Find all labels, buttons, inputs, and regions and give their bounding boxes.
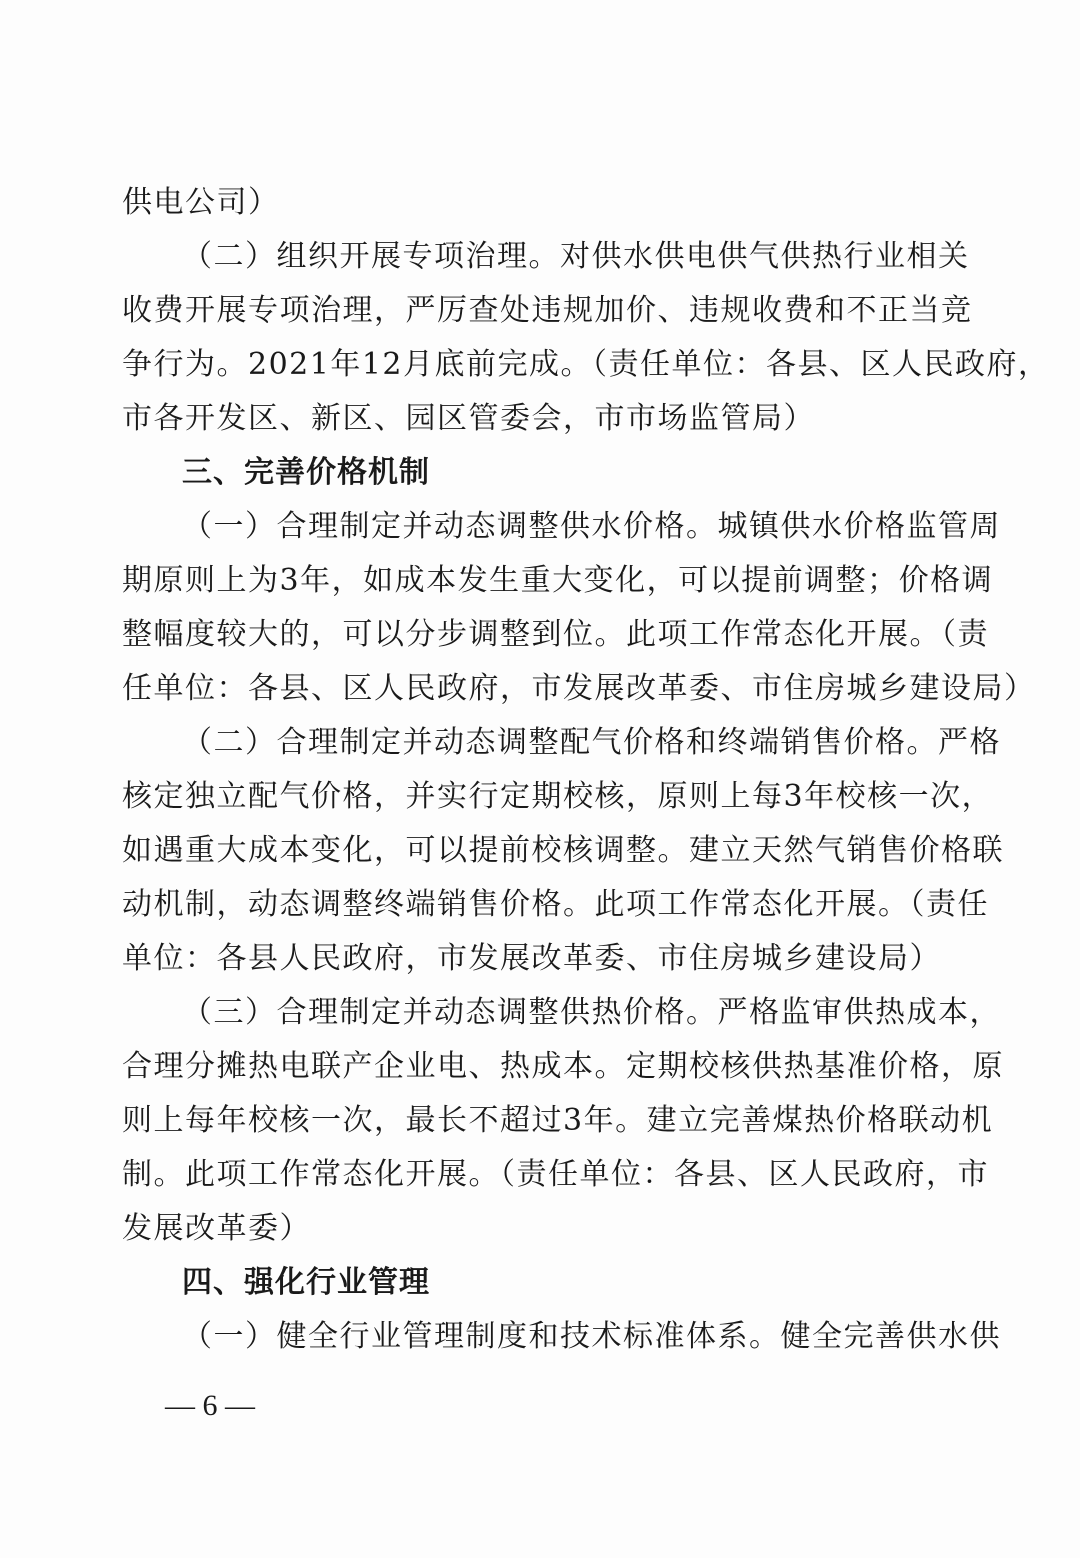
text-line: 任单位：各县、区人民政府，市发展改革委、市住房城乡建设局） bbox=[122, 671, 1036, 706]
text-line: 如遇重大成本变化，可以提前校核调整。建立天然气销售价格联 bbox=[122, 833, 1004, 868]
text-line: 合理分摊热电联产企业电、热成本。定期校核供热基准价格，原 bbox=[122, 1049, 1004, 1084]
section-heading: 四、强化行业管理 bbox=[182, 1265, 430, 1300]
text-line: 核定独立配气价格，并实行定期校核，原则上每3年校核一次， bbox=[122, 779, 994, 814]
text-line: （二）组织开展专项治理。对供水供电供气供热行业相关 bbox=[182, 239, 970, 274]
text-line: （一）健全行业管理制度和技术标准体系。健全完善供水供 bbox=[182, 1319, 1001, 1354]
text-line: 单位：各县人民政府，市发展改革委、市住房城乡建设局） bbox=[122, 941, 941, 976]
text-line: （二）合理制定并动态调整配气价格和终端销售价格。严格 bbox=[182, 725, 1001, 760]
section-heading: 三、完善价格机制 bbox=[182, 455, 430, 490]
text-line: 动机制，动态调整终端销售价格。此项工作常态化开展。（责任 bbox=[122, 887, 989, 922]
text-line: （三）合理制定并动态调整供热价格。严格监审供热成本， bbox=[182, 995, 1001, 1030]
text-line: 制。此项工作常态化开展。（责任单位：各县、区人民政府，市 bbox=[122, 1157, 989, 1192]
text-line: 收费开展专项治理，严厉查处违规加价、违规收费和不正当竞 bbox=[122, 293, 973, 328]
text-line: 供电公司） bbox=[122, 185, 280, 220]
text-line: 发展改革委） bbox=[122, 1211, 311, 1246]
text-line: 则上每年校核一次，最长不超过3年。建立完善煤热价格联动机 bbox=[122, 1103, 994, 1138]
text-line: 争行为。2021年12月底前完成。（责任单位：各县、区人民政府， bbox=[122, 347, 1050, 382]
document-body bbox=[122, 176, 1050, 1364]
text-line: 期原则上为3年，如成本发生重大变化，可以提前调整；价格调 bbox=[122, 563, 994, 598]
text-line: 市各开发区、新区、园区管委会，市市场监管局） bbox=[122, 401, 815, 436]
text-line: 整幅度较大的，可以分步调整到位。此项工作常态化开展。（责 bbox=[122, 617, 989, 652]
page-number: — 6 — bbox=[165, 1389, 255, 1422]
text-line: （一）合理制定并动态调整供水价格。城镇供水价格监管周 bbox=[182, 509, 1001, 544]
